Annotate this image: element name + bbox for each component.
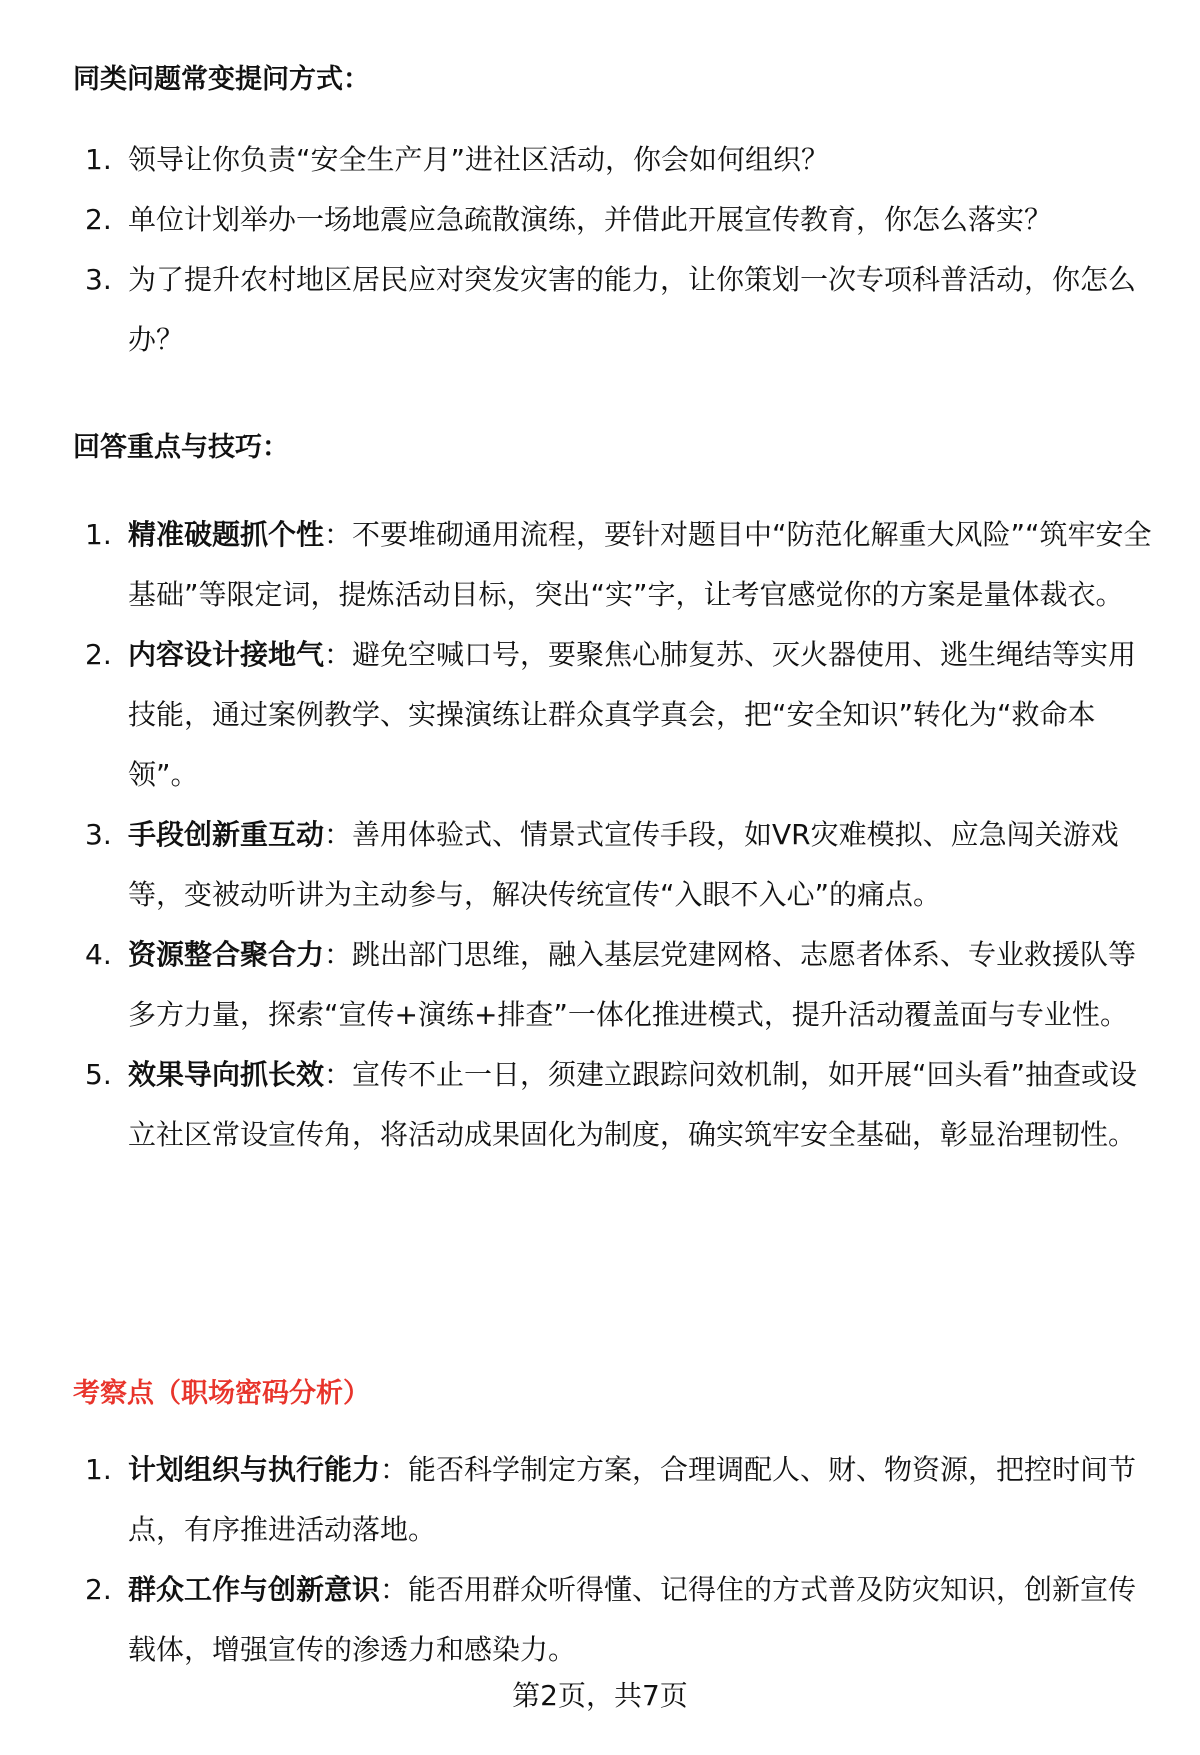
list-item	[0, 1440, 1200, 1560]
list-term: 计划组织与执行能力	[128, 1453, 381, 1486]
list-text: 能否科学制定方案，合理调配人、财、物资源，把控时间节点，有序推进活动落地。	[128, 1453, 1137, 1546]
term-separator: ：	[324, 518, 353, 551]
list-number: 2.	[85, 638, 112, 671]
list-text: 善用体验式、情景式宣传手段，如VR灾难模拟、应急闯关游戏等，变被动听讲为主动参与，解决传统宣传“入眼不入心”的痛点。	[128, 818, 1119, 911]
list-term: 资源整合聚合力	[128, 938, 325, 971]
list-item	[0, 805, 1200, 925]
list-text: 避免空喊口号，要聚焦心肺复苏、灭火器使用、逃生绳结等实用技能，通过案例教学、实操演练让群众真学真会，把“安全知识”转化为“救命本领”。	[128, 638, 1137, 791]
section-heading-answer-tips: 回答重点与技巧：	[73, 432, 289, 463]
answer-tips-list	[0, 505, 1200, 1165]
list-text: 跳出部门思维，融入基层党建网格、志愿者体系、专业救援队等多方力量，探索“宣传+演练+排查”一体化推进模式，提升活动覆盖面与专业性。	[128, 938, 1137, 1031]
list-text: 为了提升农村地区居民应对突发灾害的能力，让你策划一次专项科普活动，你怎么办？	[128, 263, 1137, 356]
list-text: 单位计划举办一场地震应急疏散演练，并借此开展宣传教育，你怎么落实？	[128, 203, 1053, 236]
list-number: 3.	[85, 263, 112, 296]
term-separator: ：	[380, 1453, 409, 1486]
assessment-points-list	[0, 1440, 1200, 1680]
list-term: 精准破题抓个性	[128, 518, 325, 551]
list-number: 1.	[85, 518, 112, 551]
question-variants-list	[0, 130, 1200, 370]
list-term: 内容设计接地气	[128, 638, 325, 671]
list-number: 5.	[85, 1058, 112, 1091]
list-number: 2.	[85, 203, 112, 236]
term-separator: ：	[380, 1573, 409, 1606]
term-separator: ：	[324, 818, 353, 851]
list-term: 效果导向抓长效	[128, 1058, 325, 1091]
list-item	[0, 1560, 1200, 1680]
term-separator: ：	[324, 638, 353, 671]
section-heading-assessment-points: 考察点（职场密码分析）	[73, 1378, 370, 1409]
list-number: 4.	[85, 938, 112, 971]
list-item	[0, 250, 1200, 370]
list-text: 领导让你负责“安全生产月”进社区活动，你会如何组织？	[128, 143, 830, 176]
list-text: 能否用群众听得懂、记得住的方式普及防灾知识，创新宣传载体，增强宣传的渗透力和感染力。	[128, 1573, 1137, 1666]
list-number: 1.	[85, 1453, 112, 1486]
list-term: 群众工作与创新意识	[128, 1573, 381, 1606]
page-footer: 第2页，共7页	[512, 1679, 688, 1712]
list-item	[0, 925, 1200, 1045]
list-text: 不要堆砌通用流程，要针对题目中“防范化解重大风险”“筑牢安全基础”等限定词，提炼活动目标，突出“实”字，让考官感觉你的方案是量体裁衣。	[128, 518, 1152, 611]
list-item	[0, 505, 1200, 625]
list-text: 宣传不止一日，须建立跟踪问效机制，如开展“回头看”抽查或设立社区常设宣传角，将活动成果固化为制度，确实筑牢安全基础，彰显治理韧性。	[128, 1058, 1138, 1151]
list-item	[0, 190, 1200, 250]
list-item	[0, 625, 1200, 805]
term-separator: ：	[324, 1058, 353, 1091]
list-item	[0, 1045, 1200, 1165]
list-item	[0, 130, 1200, 190]
list-number: 1.	[85, 143, 112, 176]
list-number: 3.	[85, 818, 112, 851]
list-number: 2.	[85, 1573, 112, 1606]
section-heading-question-variants: 同类问题常变提问方式：	[73, 64, 370, 95]
list-term: 手段创新重互动	[128, 818, 325, 851]
term-separator: ：	[324, 938, 353, 971]
